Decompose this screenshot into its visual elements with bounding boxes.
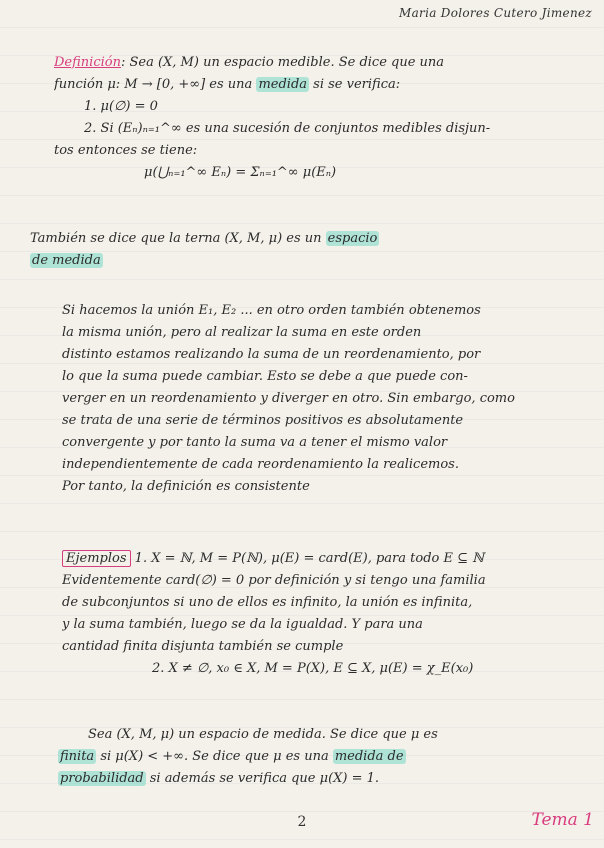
examples-text-1: 1. X = ℕ, M = P(ℕ), μ(E) = card(E), para todo E ⊆ ℕ: [134, 551, 485, 566]
paragraph-line: se trata de una serie de términos positivos es absolutamente: [62, 413, 464, 428]
examples-line-3: de subconjuntos si uno de ellos es infinito, la unión es infinita,: [62, 595, 473, 610]
examples-line-4: y la suma también, luego se da la igualdad. Y para una: [62, 617, 423, 632]
finite-text-3: si además se verifica que μ(X) = 1.: [149, 771, 380, 786]
triple-block: [30, 228, 570, 272]
paragraph-line: verger en un reordenamiento y diverger en otro. Sin embargo, como: [62, 391, 515, 406]
paragraph-line: independientemente de cada reordenamiento la realicemos.: [62, 457, 459, 472]
reordering-paragraph: [62, 300, 570, 498]
examples-block: [62, 548, 570, 680]
definition-item-2b: tos entonces se tiene:: [54, 143, 198, 158]
term-de-medida: de medida: [32, 253, 101, 268]
finite-block: [58, 724, 570, 790]
term-finita: finita: [60, 749, 95, 764]
triple-text-1: También se dice que la terna (X, M, μ) es un: [30, 231, 322, 246]
examples-line-6: 2. X ≠ ∅, x₀ ∈ X, M = P(X), E ⊆ X, μ(E) = χ_E(x₀): [152, 661, 474, 676]
definition-text-2a: función μ: M → [0, +∞] es una: [54, 77, 253, 92]
term-medida-de: medida de: [334, 749, 404, 764]
definition-text-2b: si se verifica:: [313, 77, 401, 92]
paragraph-line: distinto estamos realizando la suma de un reordenamiento, por: [62, 347, 481, 362]
triple-line-1: [30, 228, 570, 250]
examples-line-1: [62, 548, 570, 570]
definition-line-2: [54, 74, 570, 96]
page-number: 2: [297, 814, 307, 830]
paragraph-line: convergente y por tanto la suma va a tener el mismo valor: [62, 435, 448, 450]
term-medida: medida: [258, 77, 308, 92]
examples-line-5: cantidad finita disjunta también se cumple: [62, 639, 344, 654]
term-espacio: espacio: [327, 231, 378, 246]
author-name: Maria Dolores Cutero Jimenez: [399, 6, 592, 20]
tema-label: Tema 1: [531, 810, 594, 830]
definition-block: [54, 52, 570, 184]
examples-label: Ejemplos: [62, 550, 131, 567]
finite-text-2: si μ(X) < +∞. Se dice que μ es una: [100, 749, 329, 764]
paragraph-line: Si hacemos la unión E₁, E₂ ... en otro orden también obtenemos: [62, 303, 481, 318]
definition-item-2a: 2. Si (Eₙ)ₙ₌₁^∞ es una sucesión de conjuntos medibles disjun-: [84, 121, 491, 136]
triple-line-2: [30, 250, 570, 272]
paragraph-line: lo que la suma puede cambiar. Esto se debe a que puede con-: [62, 369, 468, 384]
definition-formula: μ(⋃ₙ₌₁^∞ Eₙ) = Σₙ₌₁^∞ μ(Eₙ): [144, 165, 337, 180]
finite-line-2: [58, 746, 570, 768]
examples-line-2: Evidentemente card(∅) = 0 por definición y si tengo una familia: [62, 573, 486, 588]
paragraph-line: Por tanto, la definición es consistente: [62, 479, 310, 494]
finite-line-3: [58, 768, 570, 790]
definition-item-1: 1. μ(∅) = 0: [84, 99, 158, 114]
definition-line-1: [54, 52, 570, 74]
term-probabilidad: probabilidad: [60, 771, 144, 786]
definition-text-1: : Sea (X, M) un espacio medible. Se dice que una: [120, 55, 445, 70]
definition-label: Definición: [54, 55, 121, 70]
finite-line-1: Sea (X, M, μ) un espacio de medida. Se dice que μ es: [88, 727, 438, 742]
paragraph-line: la misma unión, pero al realizar la suma en este orden: [62, 325, 422, 340]
